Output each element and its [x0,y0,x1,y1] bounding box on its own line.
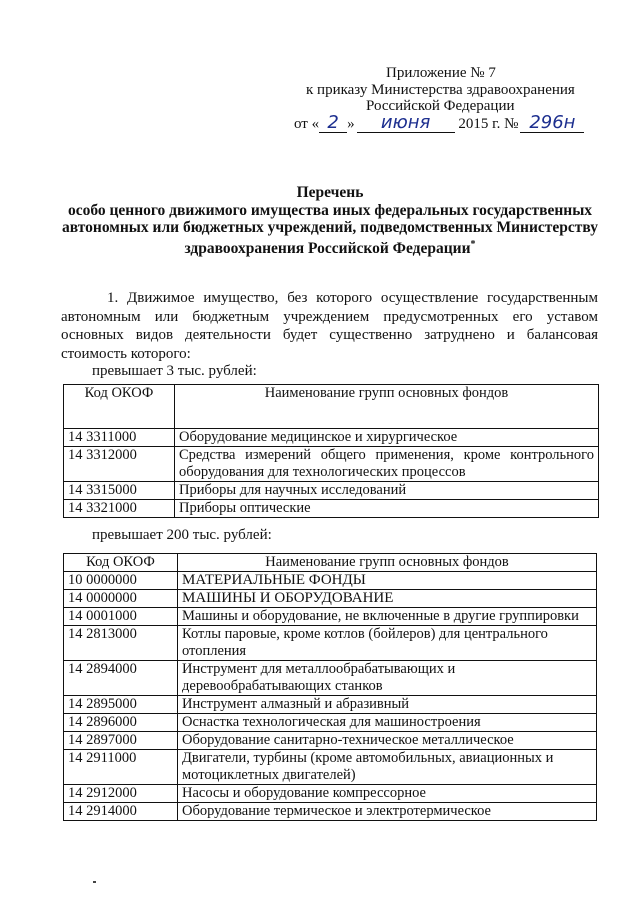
threshold-3k: превышает 3 тыс. рублей: [92,363,257,379]
table-row [64,482,599,500]
order-month: июня [357,114,455,133]
col-header-code: Код ОКОФ [64,385,175,429]
order-line: к приказу Министерства здравоохранения [306,82,575,98]
col-header-name: Наименование групп основных фондов [178,554,597,572]
table-row [64,590,597,608]
okof-code: 14 3321000 [64,500,175,518]
table-row [64,696,597,714]
okof-name: Машины и оборудование, не включенные в другие группировки [178,608,597,626]
table-row [64,661,597,696]
okof-name: Оборудование медицинское и хирургическое [175,429,599,447]
date-prefix: от « [294,116,320,132]
okof-name: Котлы паровые, кроме котлов (бойлеров) для центрального отопления [178,626,597,661]
okof-name: Приборы оптические [175,500,599,518]
okof-name: Оснастка технологическая для машиностроения [178,714,597,732]
okof-code: 14 2895000 [64,696,178,714]
okof-code: 14 0000000 [64,590,178,608]
order-day: 2 [319,114,347,133]
okof-code: 14 0001000 [64,608,178,626]
threshold-200k: превышает 200 тыс. рублей: [92,527,272,543]
okof-table-3k [63,384,599,518]
table-header-row [64,385,599,429]
table-row [64,626,597,661]
col-header-code: Код ОКОФ [64,554,178,572]
okof-code: 10 0000000 [64,572,178,590]
order-number: 296н [520,114,584,133]
table-row [64,447,599,482]
table-row [64,803,597,821]
appendix-label: Приложение № 7 [386,65,496,81]
table-row [64,572,597,590]
table-header-row [64,554,597,572]
doc-title: Перечень [296,184,364,201]
doc-subtitle-3-text: здравоохранения Российской Федерации [184,240,471,258]
okof-name: МАТЕРИАЛЬНЫЕ ФОНДЫ [178,572,597,590]
date-mid: » [347,116,355,132]
order-date-line [294,114,584,133]
table-row [64,732,597,750]
table-row [64,750,597,785]
okof-code: 14 2894000 [64,661,178,696]
col-header-name: Наименование групп основных фондов [175,385,599,429]
okof-code: 14 3311000 [64,429,175,447]
table-row [64,429,599,447]
okof-name: Оборудование термическое и электротермическое [178,803,597,821]
table-row [64,714,597,732]
okof-code: 14 2897000 [64,732,178,750]
okof-name: МАШИНЫ И ОБОРУДОВАНИЕ [178,590,597,608]
okof-code: 14 2896000 [64,714,178,732]
okof-code: 14 2911000 [64,750,178,785]
table-row [64,608,597,626]
okof-code: 14 2914000 [64,803,178,821]
section-1-text: 1. Движимое имущество, без которого осуществление государственным автономным или бюджетным учреждением предусмотренных его уставом основных видов деятельности будет существенно затруднено и балансовая стоимость которого: [61,290,598,362]
footnote-mark: * [470,239,476,250]
okof-name: Инструмент для металлообрабатывающих и деревообрабатывающих станков [178,661,597,696]
scan-speck [93,881,96,883]
doc-subtitle-2: автономных или бюджетных учреждений, подведомственных Министерству [62,219,598,236]
okof-code: 14 3312000 [64,447,175,482]
federation-line: Российской Федерации [366,98,515,114]
okof-name: Оборудование санитарно-техническое металлическое [178,732,597,750]
table-row [64,500,599,518]
okof-table-200k [63,553,597,821]
table-row [64,785,597,803]
okof-name: Приборы для научных исследований [175,482,599,500]
okof-name: Инструмент алмазный и абразивный [178,696,597,714]
order-year: 2015 г. № [458,116,519,132]
okof-code: 14 2813000 [64,626,178,661]
okof-name: Двигатели, турбины (кроме автомобильных, авиационных и мотоциклетных двигателей) [178,750,597,785]
okof-name: Насосы и оборудование компрессорное [178,785,597,803]
okof-code: 14 2912000 [64,785,178,803]
okof-code: 14 3315000 [64,482,175,500]
doc-subtitle-1: особо ценного движимого имущества иных федеральных государственных [67,202,593,219]
doc-subtitle-3 [60,236,600,258]
okof-name: Средства измерений общего применения, кроме контрольного оборудования для технологических процессов [175,447,599,482]
